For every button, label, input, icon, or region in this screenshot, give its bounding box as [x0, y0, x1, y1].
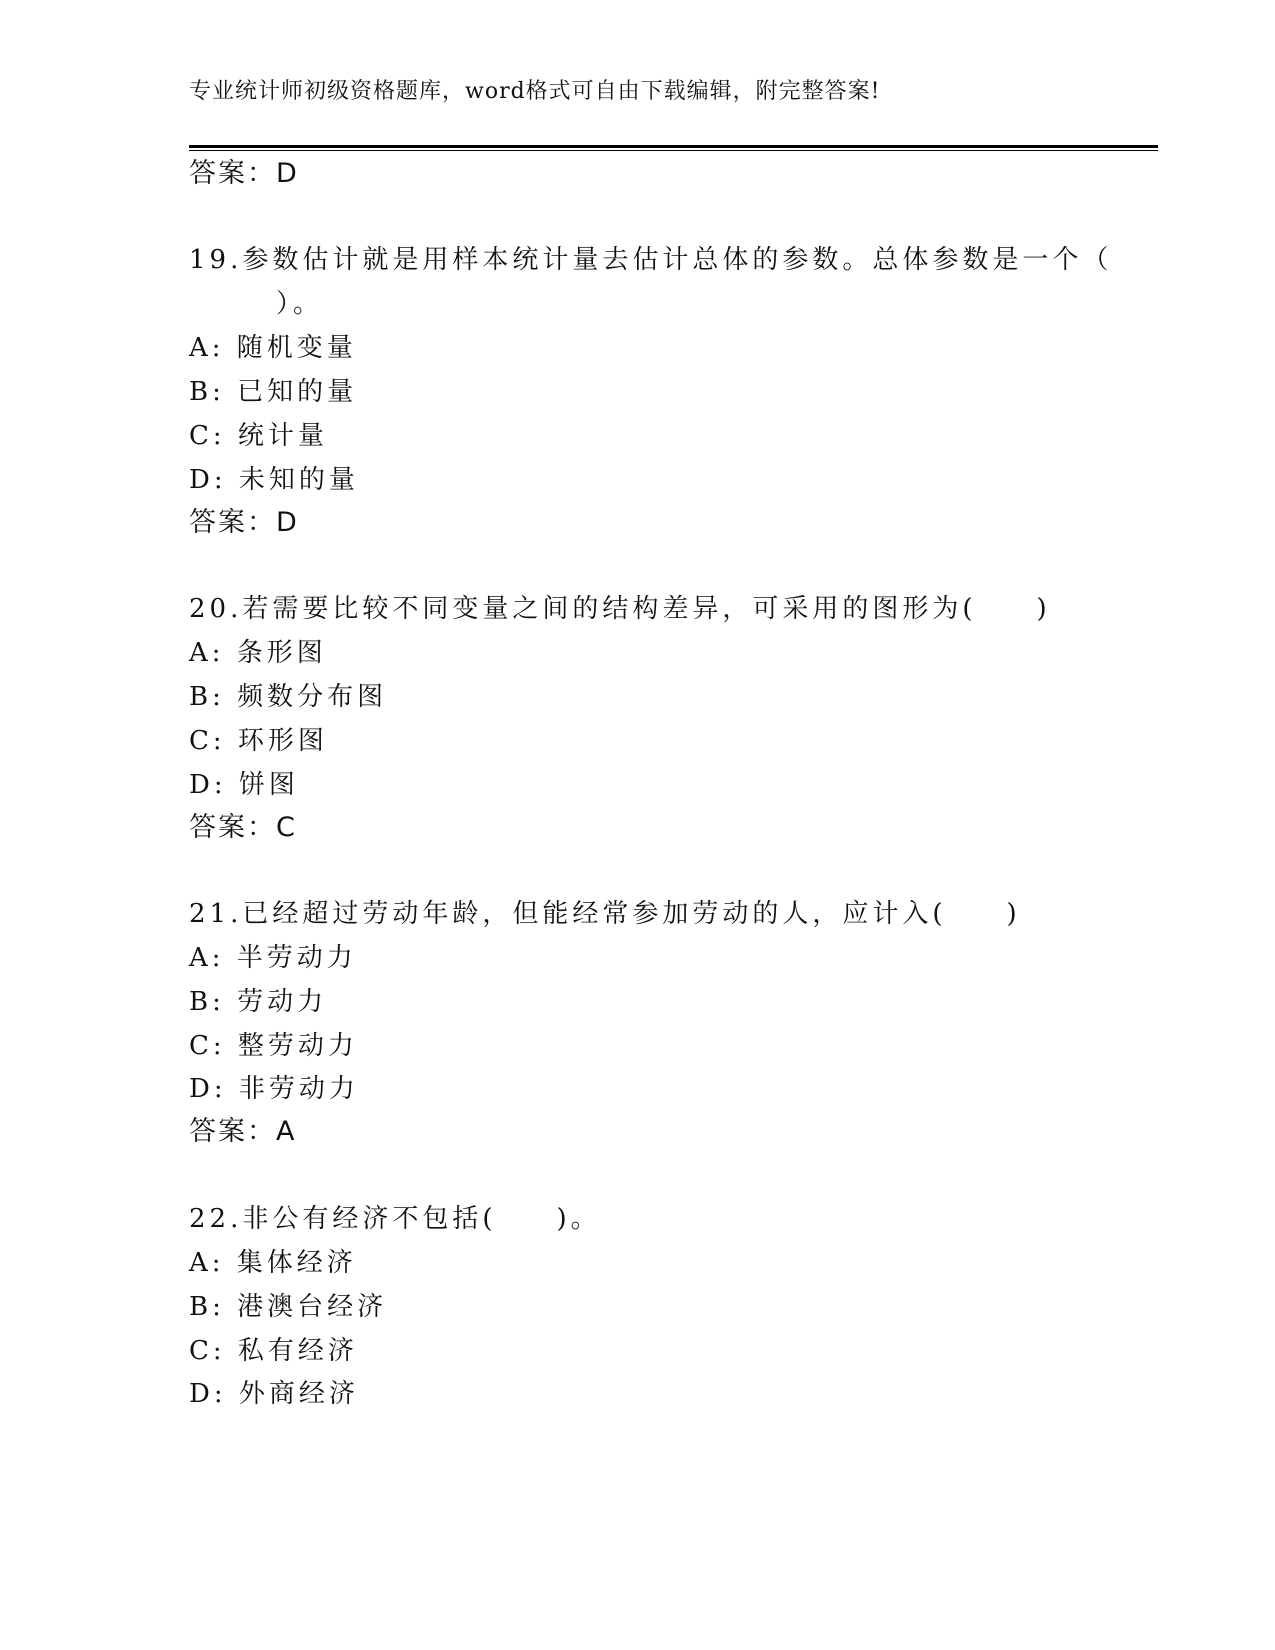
question-22-option-a: A: 集体经济 — [189, 1248, 357, 1278]
header-rule-thick — [189, 145, 1158, 148]
answer-21: 答案：A — [189, 1116, 297, 1147]
question-22-option-d: D: 外商经济 — [189, 1379, 359, 1409]
question-20-option-b: B: 频数分布图 — [189, 682, 388, 712]
question-21-option-b: B: 劳动力 — [189, 987, 328, 1017]
question-20-stem: 20.若需要比较不同变量之间的结构差异，可采用的图形为( ) — [189, 594, 1051, 624]
answer-18: 答案：D — [189, 158, 299, 189]
question-19-stem: 19.参数估计就是用样本统计量去估计总体的参数。总体参数是一个（ — [189, 245, 1113, 275]
question-19-option-d: D: 未知的量 — [189, 465, 359, 495]
page-header: 专业统计师初级资格题库，word格式可自由下载编辑，附完整答案! — [189, 79, 881, 104]
question-20-option-a: A: 条形图 — [189, 638, 327, 668]
question-19-option-a: A: 随机变量 — [189, 333, 357, 363]
question-19-stem-cont: ）。 — [276, 289, 324, 319]
question-22-option-c: C: 私有经济 — [189, 1336, 358, 1366]
answer-19: 答案：D — [189, 507, 299, 538]
answer-20: 答案：C — [189, 812, 297, 843]
header-rule-thin — [189, 150, 1158, 151]
question-22-option-b: B: 港澳台经济 — [189, 1292, 388, 1322]
question-19-option-b: B: 已知的量 — [189, 377, 358, 407]
question-21-option-d: D: 非劳动力 — [189, 1074, 359, 1104]
question-20-option-d: D: 饼图 — [189, 770, 299, 800]
question-20-option-c: C: 环形图 — [189, 726, 328, 756]
question-21-stem: 21.已经超过劳动年龄，但能经常参加劳动的人，应计入( ) — [189, 899, 1021, 929]
question-21-option-a: A: 半劳动力 — [189, 943, 357, 973]
question-21-option-c: C: 整劳动力 — [189, 1031, 358, 1061]
question-19-option-c: C: 统计量 — [189, 421, 328, 451]
question-22-stem: 22.非公有经济不包括( )。 — [189, 1204, 601, 1234]
